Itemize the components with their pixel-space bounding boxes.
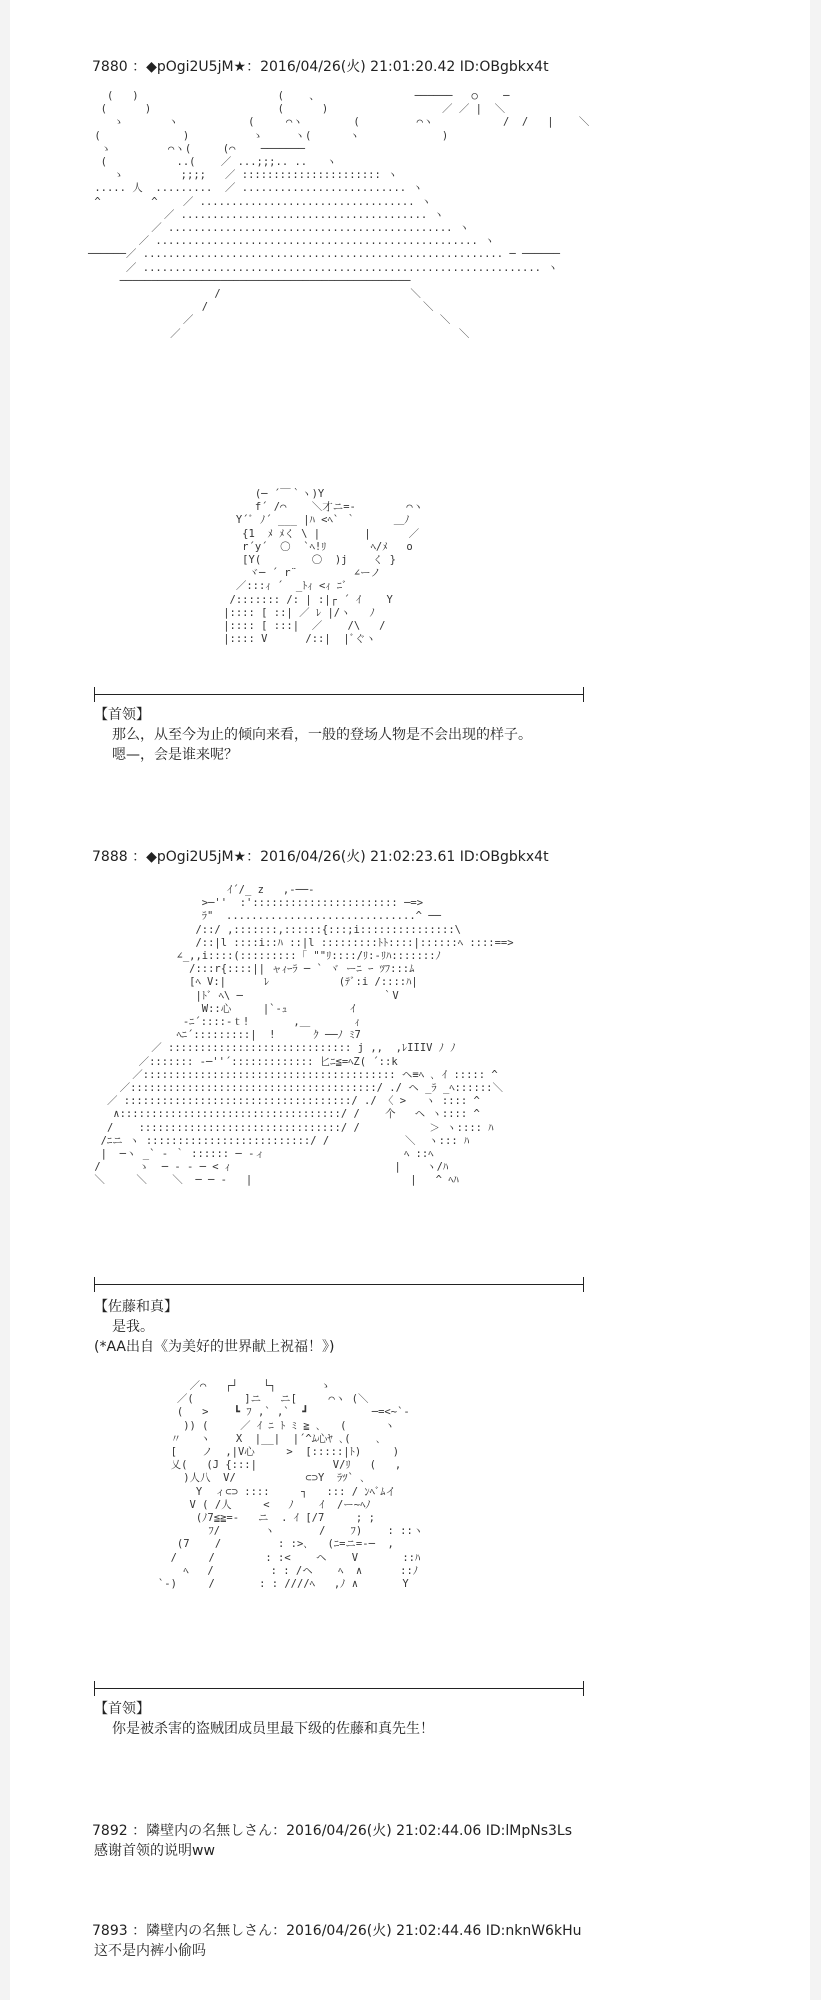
post-header-7880: 7880 ：◆pOgi2U5jM★：2016/04/26(火) 21:01:20.42 ID:OBgbkx4t	[92, 59, 549, 75]
post-header-7892: 7892 ：隣壁内の名無しさん：2016/04/26(火) 21:02:44.06 ID:lMpNs3Ls	[92, 1823, 572, 1839]
boss-ascii-art-2: ／⌒ ┌┘ └┐ ゝ ／( ]ニ ニ[ ⌒ヽ (＼ ( > ┗ ﾌ ,` ,` ┛ ─=<~`- )) ( ／ ｲ ﾆ ﾄ ﾐ ≧ ､ ( ヽ 〃 ヽ X |__| |´^ﾑ心ﾔ ､( ､ [ ノ ,|V心 > [:::::|ﾄ) ) 乂( (J {:::| V/ﾘ ( , )人八 V/ ⊂⊃Y ﾗﾂ` ､ Y ィ⊂⊃ :::: ┐ ::: / ﾝﾍﾞﾑイ V ( /人 < ﾉ ｲ /ー~ﾍﾉ (ﾉ7≦≧=- ニ . ｲ [/7 ; ; ﾌ/ ヽ / ﾌ) : ::ヽ (7 / : :>､ (ﾆ=ニ=-─ , / / : :< ヘ V ::ﾊ ﾍ / : : /ヘ ﾍ ∧ ::ﾉ `-) / : : ////ﾍ ,ﾉ ∧ Y	[157, 1380, 424, 1591]
post-header-7893: 7893 ：隣壁内の名無しさん：2016/04/26(火) 21:02:44.46 ID:nknW6kHu	[92, 1923, 582, 1939]
landscape-ascii-art: ( ) ( 、 ────── ○ ─ ( ) ( ) ／ ／ | ＼ ゝ ヽ ( ⌒ヽ ( ⌒ヽ / / | ＼ ( ) ゝ ヽ( ヽ ) ゝ ⌒ヽ( (⌒ ─────── ( ..( ／ ...;;;.. .. ヽ ゝ ;;;; ／ :::::::::::::::::::::: ヽ ..... 人 ......... ／ .......................... ヽ ^ ^ ／ .................................. ヽ ／ ....................................... ヽ ／ ............................................. ヽ ／ ................................................... ヽ ──────／ ......................................................... ─ ────── ／ ............................................................... ヽ ────────────────────────────────────────────── / ＼ / ＼ ／ ＼ ／ ＼	[88, 90, 590, 340]
dialogue-line: 是我。	[112, 1319, 154, 1335]
dialogue-line: 嗯—，会是谁来呢？	[112, 747, 238, 763]
reply-text: 这不是内裤小偷吗	[94, 1943, 206, 1959]
boss-ascii-art-1: (─ ´￣｀ヽ)Y f´ /⌒ ＼才ニ=- ⌒ヽ Y´ﾞ ﾉ´ ___ |ﾊ <ﾍ` ｀ ＿ﾉ {1 ﾒ ﾒく \ | | ／ r´y´ 〇 `ﾍ!ﾘ ﾍ/ﾒ o [Y( 〇 )j く } ヾ─ ´ r¨ ∠ーノ ／:::ｨ ´ _ﾄｨ <ｨ ﾆﾞ /::::::: /: | :|┌ ´ ｲ Y |:::: [ ::| ／ ﾚ |/ヽ ﾉ |:::: [ :::| ／ /\ / |:::: V /::| |ﾞぐヽ	[223, 488, 424, 646]
dialogue-line: 你是被杀害的盗贼团成员里最下级的佐藤和真先生！	[112, 1721, 434, 1737]
kazuma-ascii-art: ｲ´/_ z ,-──- >─'' :'::::::::::::::::::::::: ─=> ﾗ" ..............................^ ── /::/ ,:::::::,::::::{:::;i:::::::::::::::\ /::|l ::::i::ﾊ ::|l :::::::::ﾄﾄ::::|::::::ﾍ ::::==> ∠_,,i::::(:::::::::「 ""ﾘ::::/ﾘ:-ﾘﾊ:::::::ﾉ /:::r{::::|| ャｨｰﾗ ─ ` ヾ ーﾆ ｰ ﾂﾌ:::ﾑ [ﾍ V:| ﾚ (ﾃﾞ:i /::::ﾊ| |ﾄﾞ ﾍ\ ─ ｀V W::心 |`-ｭ ｲ -ﾆ´::::-ｔ! ,＿ ｨ ﾍﾆ´:::::::::| ! ｸ ──ﾉ ﾐ7 ／ ::::::::::::::::::::::::::::: j ,, ,ﾚIIIV ﾉ ﾉ ／::::::: -─''´::::::::::::: 匕ﾆ≦=ﾍZ( ´::k ／:::::::::::::::::::::::::::::::::::::::: ヘ≡ﾍ ､ ｲ ::::: ^ ／:::::::::::::::::::::::::::::::::::::::/ ./ ヘ _ﾗ _ﾍ::::::＼ ／ ::::::::::::::::::::::::::::::::::::/ ./ 〈 > ヽ :::: ^ ∧:::::::::::::::::::::::::::::::::::/ / 个 ヘ ヽ:::: ^ / ::::::::::::::::::::::::::::::::/ / ＞ ヽ:::: ﾊ /ﾆニ ヽ ::::::::::::::::::::::::::/ / ＼ ヽ::: ﾊ | ─ヽ _` - ｀ :::::: ─ -ィ ﾍ ::ﾍ / ゝ ─ - - ─ < ｨ | ヽ/ﾊ ＼ ＼ ＼ ─ ─ - | | ^ ﾍﾊ	[94, 884, 514, 1187]
dialogue-divider	[94, 1688, 584, 1689]
speaker-label: 【首领】	[94, 1701, 150, 1717]
dialogue-divider	[94, 1284, 584, 1285]
post-header-7888: 7888 ：◆pOgi2U5jM★：2016/04/26(火) 21:02:23.61 ID:OBgbkx4t	[92, 849, 549, 865]
source-note: (*AA出自《为美好的世界献上祝福！》)	[94, 1339, 335, 1355]
reply-text: 感谢首领的说明ww	[94, 1843, 215, 1859]
dialogue-divider	[94, 694, 584, 695]
dialogue-line: 那么，从至今为止的倾向来看，一般的登场人物是不会出现的样子。	[112, 727, 532, 743]
speaker-label: 【首领】	[94, 707, 150, 723]
speaker-label: 【佐藤和真】	[94, 1299, 178, 1315]
